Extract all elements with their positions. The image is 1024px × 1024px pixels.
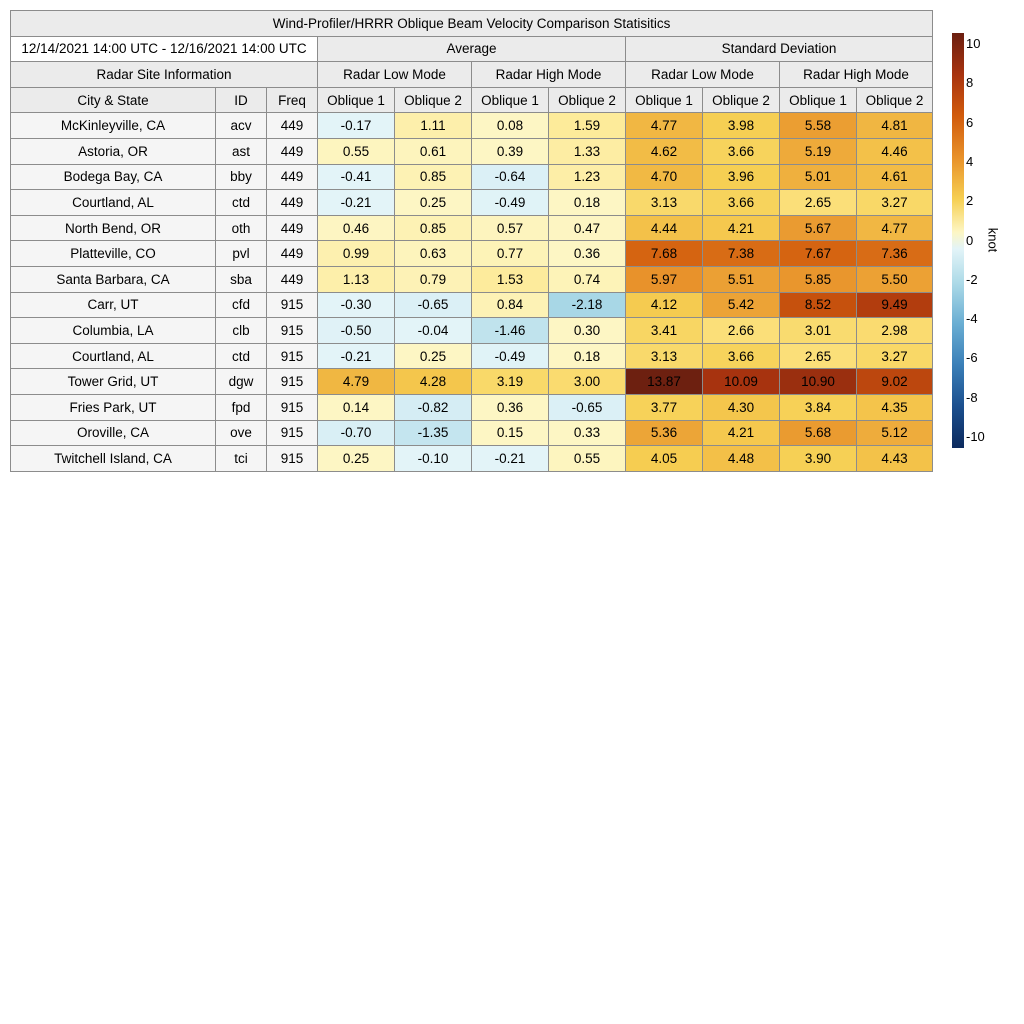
table-row — [11, 318, 933, 344]
std-high-oblique1-header: Oblique 1 — [780, 87, 857, 113]
value-cell: -0.65 — [395, 292, 472, 318]
value-cell: 3.96 — [703, 164, 780, 190]
value-cell: 0.77 — [472, 241, 549, 267]
value-cell: 4.35 — [857, 394, 933, 420]
std-low-oblique2-header: Oblique 2 — [703, 87, 780, 113]
statistics-table — [10, 10, 933, 472]
value-cell: 0.36 — [549, 241, 626, 267]
freq-column-header: Freq — [267, 87, 318, 113]
colorbar-unit-label: knot — [985, 227, 1001, 253]
site-id-cell: bby — [216, 164, 267, 190]
colorbar-tick-label: 8 — [966, 75, 974, 91]
value-cell: 0.18 — [549, 343, 626, 369]
value-cell: 4.28 — [395, 369, 472, 395]
value-cell: 0.33 — [549, 420, 626, 446]
colorbar — [952, 33, 964, 448]
value-cell: 3.90 — [780, 446, 857, 472]
value-cell: 7.38 — [703, 241, 780, 267]
site-freq-cell: 915 — [267, 369, 318, 395]
value-cell: 2.98 — [857, 318, 933, 344]
value-cell: 3.00 — [549, 369, 626, 395]
value-cell: 0.61 — [395, 138, 472, 164]
value-cell: 0.08 — [472, 113, 549, 139]
value-cell: -0.64 — [472, 164, 549, 190]
value-cell: 3.41 — [626, 318, 703, 344]
value-cell: 13.87 — [626, 369, 703, 395]
value-cell: 5.50 — [857, 266, 933, 292]
value-cell: 0.85 — [395, 215, 472, 241]
table-row — [11, 138, 933, 164]
site-freq-cell: 449 — [267, 266, 318, 292]
value-cell: 5.42 — [703, 292, 780, 318]
value-cell: 4.21 — [703, 420, 780, 446]
site-city-cell: Fries Park, UT — [11, 394, 216, 420]
value-cell: 4.79 — [318, 369, 395, 395]
value-cell: 0.15 — [472, 420, 549, 446]
site-freq-cell: 449 — [267, 241, 318, 267]
value-cell: 7.36 — [857, 241, 933, 267]
value-cell: 0.25 — [395, 343, 472, 369]
colorbar-tick-label: 6 — [966, 114, 974, 130]
avg-high-oblique1-header: Oblique 1 — [472, 87, 549, 113]
value-cell: -0.10 — [395, 446, 472, 472]
value-cell: 0.74 — [549, 266, 626, 292]
site-id-cell: ctd — [216, 343, 267, 369]
value-cell: 10.09 — [703, 369, 780, 395]
site-freq-cell: 915 — [267, 343, 318, 369]
value-cell: 4.44 — [626, 215, 703, 241]
value-cell: 4.05 — [626, 446, 703, 472]
value-cell: 8.52 — [780, 292, 857, 318]
value-cell: 0.55 — [318, 138, 395, 164]
site-city-cell: North Bend, OR — [11, 215, 216, 241]
value-cell: 9.02 — [857, 369, 933, 395]
site-freq-cell: 915 — [267, 292, 318, 318]
value-cell: 0.63 — [395, 241, 472, 267]
table-row — [11, 369, 933, 395]
value-cell: 1.59 — [549, 113, 626, 139]
colorbar-tick-label: 10 — [966, 36, 981, 51]
site-city-cell: Platteville, CO — [11, 241, 216, 267]
std-low-oblique1-header: Oblique 1 — [626, 87, 703, 113]
value-cell: 1.13 — [318, 266, 395, 292]
value-cell: 1.23 — [549, 164, 626, 190]
site-city-cell: Carr, UT — [11, 292, 216, 318]
value-cell: -0.70 — [318, 420, 395, 446]
value-cell: 5.85 — [780, 266, 857, 292]
std-low-mode-header: Radar Low Mode — [626, 62, 780, 88]
site-city-cell: Santa Barbara, CA — [11, 266, 216, 292]
value-cell: 0.14 — [318, 394, 395, 420]
value-cell: 9.49 — [857, 292, 933, 318]
value-cell: 1.11 — [395, 113, 472, 139]
site-city-cell: Astoria, OR — [11, 138, 216, 164]
value-cell: -0.21 — [472, 446, 549, 472]
site-freq-cell: 915 — [267, 394, 318, 420]
city-column-header: City & State — [11, 87, 216, 113]
site-id-cell: cfd — [216, 292, 267, 318]
colorbar-tick-label: -6 — [966, 350, 978, 366]
value-cell: 4.77 — [857, 215, 933, 241]
std-header: Standard Deviation — [626, 36, 933, 62]
value-cell: 3.66 — [703, 190, 780, 216]
value-cell: -0.17 — [318, 113, 395, 139]
avg-high-oblique2-header: Oblique 2 — [549, 87, 626, 113]
value-cell: 3.77 — [626, 394, 703, 420]
value-cell: -0.65 — [549, 394, 626, 420]
value-cell: 0.25 — [318, 446, 395, 472]
site-id-cell: dgw — [216, 369, 267, 395]
value-cell: 3.13 — [626, 343, 703, 369]
site-freq-cell: 449 — [267, 164, 318, 190]
site-id-cell: acv — [216, 113, 267, 139]
value-cell: 3.19 — [472, 369, 549, 395]
site-city-cell: Columbia, LA — [11, 318, 216, 344]
value-cell: 5.58 — [780, 113, 857, 139]
value-cell: -0.41 — [318, 164, 395, 190]
value-cell: 3.66 — [703, 343, 780, 369]
value-cell: 2.65 — [780, 190, 857, 216]
value-cell: 0.39 — [472, 138, 549, 164]
value-cell: 1.33 — [549, 138, 626, 164]
value-cell: 4.70 — [626, 164, 703, 190]
site-city-cell: Courtland, AL — [11, 343, 216, 369]
colorbar-tick-label: 4 — [966, 153, 974, 169]
value-cell: 3.66 — [703, 138, 780, 164]
value-cell: 5.01 — [780, 164, 857, 190]
site-id-cell: ove — [216, 420, 267, 446]
value-cell: 2.66 — [703, 318, 780, 344]
colorbar-tick-label: -8 — [966, 389, 978, 405]
value-cell: 10.90 — [780, 369, 857, 395]
site-city-cell: Courtland, AL — [11, 190, 216, 216]
value-cell: -1.46 — [472, 318, 549, 344]
table-row — [11, 190, 933, 216]
value-cell: 0.55 — [549, 446, 626, 472]
table-row — [11, 266, 933, 292]
value-cell: -0.04 — [395, 318, 472, 344]
value-cell: 3.84 — [780, 394, 857, 420]
value-cell: 0.18 — [549, 190, 626, 216]
site-id-cell: sba — [216, 266, 267, 292]
table-row — [11, 394, 933, 420]
value-cell: 0.84 — [472, 292, 549, 318]
avg-high-mode-header: Radar High Mode — [472, 62, 626, 88]
site-id-cell: clb — [216, 318, 267, 344]
value-cell: 4.48 — [703, 446, 780, 472]
average-header: Average — [318, 36, 626, 62]
date-range: 12/14/2021 14:00 UTC - 12/16/2021 14:00 UTC — [11, 36, 318, 62]
value-cell: 4.77 — [626, 113, 703, 139]
value-cell: 5.68 — [780, 420, 857, 446]
std-high-mode-header: Radar High Mode — [780, 62, 933, 88]
value-cell: 0.36 — [472, 394, 549, 420]
table-row — [11, 420, 933, 446]
value-cell: 5.67 — [780, 215, 857, 241]
value-cell: 4.62 — [626, 138, 703, 164]
value-cell: -0.30 — [318, 292, 395, 318]
value-cell: 3.27 — [857, 343, 933, 369]
colorbar-tick-label: -2 — [966, 271, 978, 287]
value-cell: 0.85 — [395, 164, 472, 190]
site-city-cell: Twitchell Island, CA — [11, 446, 216, 472]
colorbar-tick-label: 2 — [966, 193, 974, 209]
value-cell: -1.35 — [395, 420, 472, 446]
id-column-header: ID — [216, 87, 267, 113]
value-cell: -2.18 — [549, 292, 626, 318]
avg-low-oblique2-header: Oblique 2 — [395, 87, 472, 113]
site-freq-cell: 449 — [267, 113, 318, 139]
value-cell: 1.53 — [472, 266, 549, 292]
site-id-cell: ctd — [216, 190, 267, 216]
value-cell: -0.49 — [472, 343, 549, 369]
value-cell: 3.27 — [857, 190, 933, 216]
value-cell: 7.68 — [626, 241, 703, 267]
site-id-cell: ast — [216, 138, 267, 164]
value-cell: -0.49 — [472, 190, 549, 216]
value-cell: -0.21 — [318, 190, 395, 216]
table-row — [11, 343, 933, 369]
value-cell: 4.43 — [857, 446, 933, 472]
site-info-header: Radar Site Information — [11, 62, 318, 88]
table-row — [11, 164, 933, 190]
value-cell: 7.67 — [780, 241, 857, 267]
avg-low-mode-header: Radar Low Mode — [318, 62, 472, 88]
value-cell: 4.30 — [703, 394, 780, 420]
value-cell: 5.12 — [857, 420, 933, 446]
value-cell: 5.19 — [780, 138, 857, 164]
table-row — [11, 215, 933, 241]
table-title: Wind-Profiler/HRRR Oblique Beam Velocity Comparison Statisitics — [11, 11, 933, 37]
site-id-cell: oth — [216, 215, 267, 241]
site-id-cell: pvl — [216, 241, 267, 267]
site-freq-cell: 915 — [267, 446, 318, 472]
value-cell: 3.98 — [703, 113, 780, 139]
site-id-cell: tci — [216, 446, 267, 472]
value-cell: 0.57 — [472, 215, 549, 241]
value-cell: 4.21 — [703, 215, 780, 241]
value-cell: 0.79 — [395, 266, 472, 292]
colorbar-tick-label: -4 — [966, 311, 978, 327]
colorbar-tick-label: -10 — [966, 429, 985, 444]
value-cell: 2.65 — [780, 343, 857, 369]
value-cell: 0.25 — [395, 190, 472, 216]
site-city-cell: Oroville, CA — [11, 420, 216, 446]
value-cell: -0.21 — [318, 343, 395, 369]
site-city-cell: Bodega Bay, CA — [11, 164, 216, 190]
value-cell: 4.81 — [857, 113, 933, 139]
value-cell: 5.51 — [703, 266, 780, 292]
value-cell: 5.36 — [626, 420, 703, 446]
value-cell: 3.01 — [780, 318, 857, 344]
avg-low-oblique1-header: Oblique 1 — [318, 87, 395, 113]
value-cell: -0.82 — [395, 394, 472, 420]
site-freq-cell: 449 — [267, 190, 318, 216]
site-freq-cell: 449 — [267, 138, 318, 164]
site-city-cell: Tower Grid, UT — [11, 369, 216, 395]
value-cell: 0.30 — [549, 318, 626, 344]
site-freq-cell: 449 — [267, 215, 318, 241]
site-city-cell: McKinleyville, CA — [11, 113, 216, 139]
table-row — [11, 241, 933, 267]
colorbar-tick-label: 0 — [966, 232, 974, 248]
site-id-cell: fpd — [216, 394, 267, 420]
value-cell: 3.13 — [626, 190, 703, 216]
site-freq-cell: 915 — [267, 318, 318, 344]
value-cell: -0.50 — [318, 318, 395, 344]
value-cell: 0.47 — [549, 215, 626, 241]
table-row — [11, 446, 933, 472]
value-cell: 0.99 — [318, 241, 395, 267]
site-freq-cell: 915 — [267, 420, 318, 446]
table-row — [11, 113, 933, 139]
value-cell: 4.12 — [626, 292, 703, 318]
value-cell: 5.97 — [626, 266, 703, 292]
std-high-oblique2-header: Oblique 2 — [857, 87, 933, 113]
value-cell: 4.61 — [857, 164, 933, 190]
value-cell: 4.46 — [857, 138, 933, 164]
value-cell: 0.46 — [318, 215, 395, 241]
table-row — [11, 292, 933, 318]
